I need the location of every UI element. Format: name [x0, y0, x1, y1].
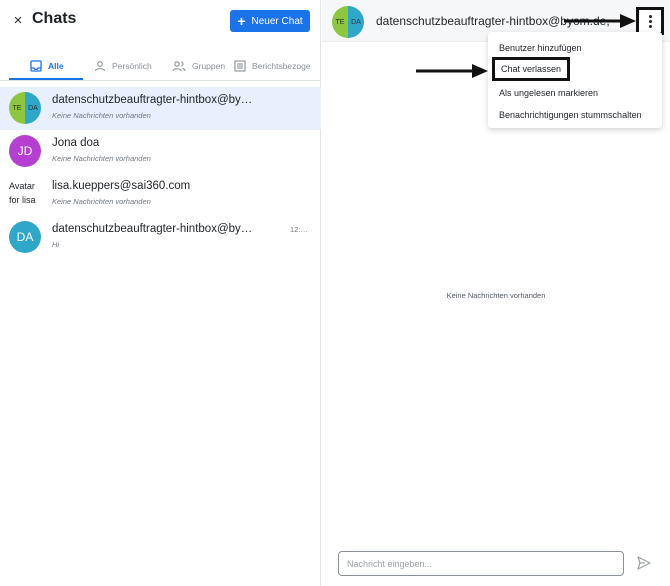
conversation-title: datenschutzbeauftragter-hintbox@byom.de,: [376, 14, 610, 28]
group-avatar: [332, 6, 364, 38]
more-options-button[interactable]: [636, 7, 664, 35]
annotation-arrow: [564, 14, 636, 28]
tab-label: Persönlich: [112, 61, 152, 71]
kebab-dot: [649, 15, 652, 18]
chat-filter-tabs: [0, 52, 321, 80]
tab-berichtsbezogen[interactable]: [234, 52, 314, 80]
avatar-initials: DA: [25, 92, 41, 124]
chat-preview: Keine Nachrichten vorhanden: [52, 154, 151, 163]
chat-list: [0, 87, 321, 259]
annotation-arrow: [416, 64, 488, 78]
tab-persoenlich[interactable]: [94, 52, 172, 80]
chat-timestamp: 12:…: [290, 225, 308, 234]
chat-list-item[interactable]: [0, 173, 321, 216]
chat-preview: Keine Nachrichten vorhanden: [52, 111, 151, 120]
chat-preview: Hi: [52, 240, 60, 249]
plus-icon: +: [237, 13, 246, 29]
chat-list-item[interactable]: [0, 87, 321, 130]
avatar-alt-text: Avatar for lisa: [9, 181, 36, 205]
empty-state-text: Keine Nachrichten vorhanden: [446, 291, 546, 300]
tab-alle[interactable]: [30, 52, 94, 80]
avatar: JD: [9, 135, 41, 167]
inbox-icon: [30, 60, 42, 72]
report-icon: [234, 60, 246, 72]
chat-list-item[interactable]: [0, 130, 321, 173]
conversation-panel: [322, 0, 670, 586]
message-composer: [338, 551, 624, 576]
divider: [0, 80, 321, 81]
chat-list-item[interactable]: [0, 216, 321, 259]
page-title: Chats: [32, 10, 77, 27]
chat-name: datenschutzbeauftragter-hintbox@by…: [52, 223, 253, 235]
avatar: DA: [9, 221, 41, 253]
chat-name: Jona doa: [52, 137, 100, 149]
menu-item-add-user[interactable]: Benutzer hinzufügen: [499, 43, 582, 53]
tab-label: Berichtsbezoge: [252, 61, 311, 71]
options-menu: [488, 32, 662, 128]
new-chat-button[interactable]: [230, 10, 310, 32]
tab-label: Alle: [48, 61, 64, 71]
person-icon: [94, 60, 106, 72]
group-avatar: [9, 92, 41, 124]
menu-item-leave-chat[interactable]: Chat verlassen: [492, 57, 570, 81]
tab-gruppen[interactable]: [172, 52, 234, 80]
avatar-initials: DA: [348, 6, 364, 38]
avatar-initials: TE: [9, 92, 25, 124]
message-input[interactable]: [339, 552, 623, 575]
chat-name: datenschutzbeauftragter-hintbox@by…: [52, 94, 253, 106]
kebab-dot: [649, 25, 652, 28]
avatar-initials: TE: [332, 6, 348, 38]
menu-item-mute[interactable]: Benachrichtigungen stummschalten: [499, 110, 642, 120]
menu-item-mark-unread[interactable]: Als ungelesen markieren: [499, 88, 599, 98]
chat-name: lisa.kueppers@sai360.com: [52, 180, 191, 192]
send-icon[interactable]: [637, 556, 651, 570]
close-icon[interactable]: ×: [13, 12, 23, 29]
new-chat-label: Neuer Chat: [251, 15, 303, 27]
group-icon: [172, 60, 186, 72]
chat-preview: Keine Nachrichten vorhanden: [52, 197, 151, 206]
tab-label: Gruppen: [192, 61, 226, 71]
kebab-dot: [649, 20, 652, 23]
chat-list-panel: [0, 0, 321, 586]
